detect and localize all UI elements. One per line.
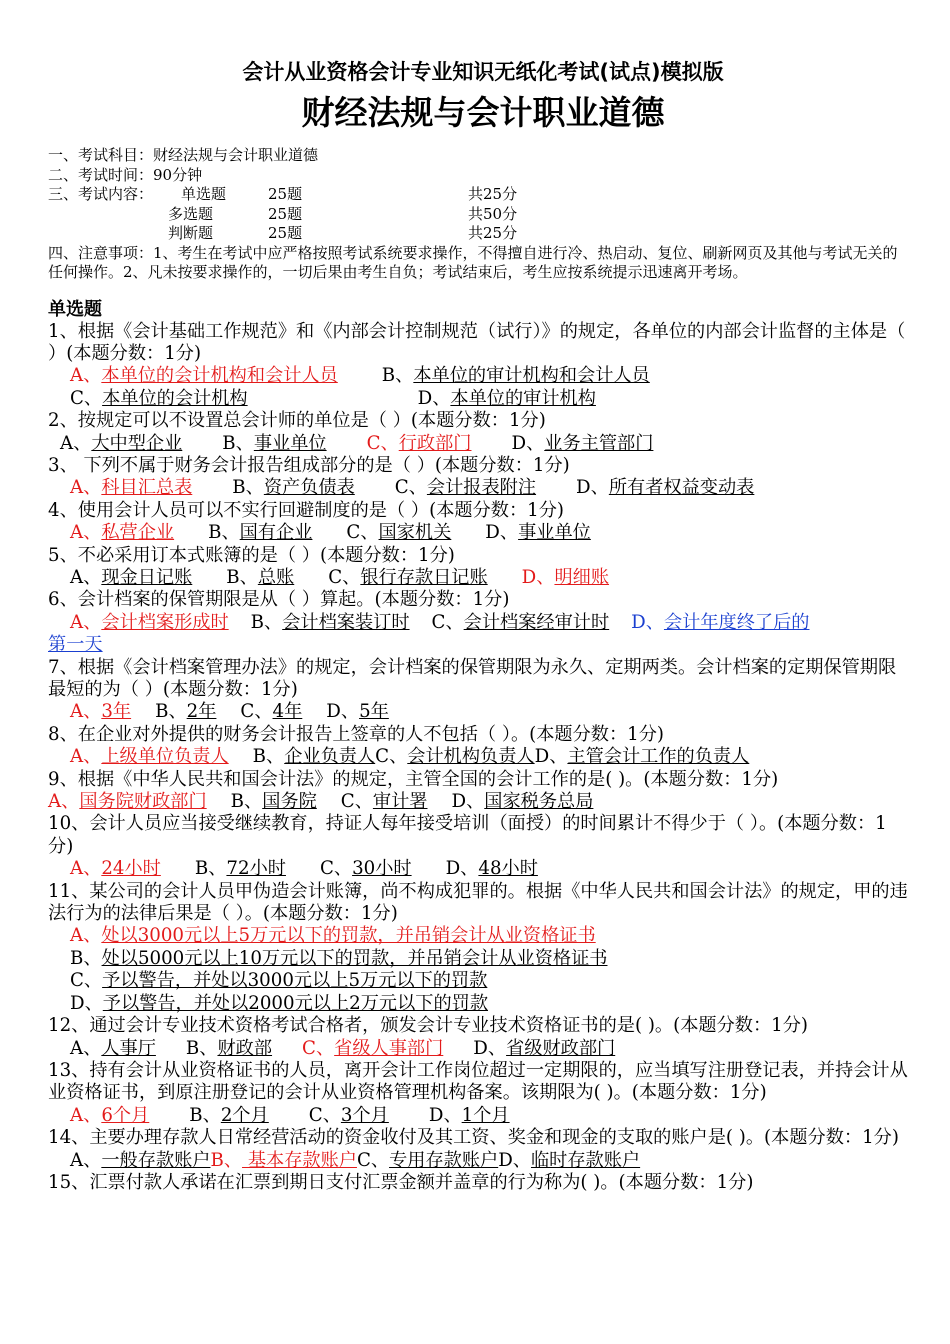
option-row	[48, 365, 908, 387]
answer-option[interactable]	[522, 567, 609, 588]
question-item	[48, 1127, 908, 1172]
option-row	[48, 948, 908, 970]
answer-option[interactable]	[70, 1150, 210, 1171]
option-letter: C、	[240, 701, 273, 723]
option-row	[48, 522, 908, 544]
option-letter: D、	[511, 432, 545, 454]
option-text: 一般存款账户	[101, 1149, 211, 1171]
question-stem: 1、根据《会计基础工作规范》和《内部会计控制规范（试行）》的规定，各单位的内部会计监督的主体是（ ）(本题分数：1分)	[48, 320, 906, 364]
option-text: 72小时	[226, 858, 286, 880]
option-letter: C、	[366, 432, 399, 454]
question-count: 25题	[268, 204, 303, 223]
answer-option[interactable]	[70, 388, 248, 409]
question-item	[48, 1060, 908, 1127]
option-row	[48, 925, 908, 947]
answer-option[interactable]	[155, 701, 216, 722]
option-text: 予以警告，并处以3000元以上5万元以下的罚款	[102, 970, 488, 992]
option-text: 国有企业	[239, 522, 313, 544]
answer-option[interactable]	[511, 433, 653, 454]
question-score: 共25分	[468, 185, 518, 203]
option-letter: C、	[70, 387, 103, 409]
option-letter: A、	[60, 432, 92, 454]
answer-option[interactable]	[326, 701, 389, 722]
option-letter: D、	[473, 1037, 507, 1059]
answer-option[interactable]	[208, 522, 312, 543]
option-letter: B、	[189, 1104, 221, 1126]
option-letter: D、	[631, 611, 664, 633]
option-text: 大中型企业	[91, 432, 183, 454]
question-type: 判断题	[168, 224, 214, 242]
question-item	[48, 1172, 908, 1194]
option-text: 4年	[272, 701, 303, 723]
answer-option[interactable]	[498, 1150, 640, 1171]
option-text: 2个月	[220, 1104, 269, 1126]
option-text: 总账	[257, 566, 295, 588]
option-text: 省级人事部门	[334, 1037, 444, 1059]
option-text: 会计档案装订时	[282, 611, 410, 633]
exam-time-line: 二、考试时间：90分钟	[48, 165, 203, 184]
option-letter: C、	[328, 566, 361, 588]
option-text: 银行存款日记账	[360, 566, 488, 588]
option-letter: B、	[194, 858, 227, 880]
exam-content-label: 三、考试内容：	[48, 185, 154, 203]
question-item	[48, 545, 908, 590]
option-letter: C、	[340, 791, 373, 813]
option-text: 6个月	[101, 1104, 150, 1126]
option-text: 事业单位	[253, 432, 327, 454]
answer-option[interactable]	[70, 970, 487, 991]
option-letter: B、	[230, 791, 263, 813]
question-item	[48, 321, 908, 411]
option-letter: D、	[485, 522, 519, 544]
exam-content-row	[48, 224, 908, 244]
question-item	[48, 589, 908, 656]
option-letter: D、	[445, 858, 479, 880]
option-letter: B、	[252, 746, 285, 768]
option-text: 业务主管部门	[544, 432, 654, 454]
answer-option[interactable]	[395, 477, 536, 498]
option-letter: A、	[70, 1104, 102, 1126]
option-letter: B、	[250, 611, 283, 633]
option-letter: C、	[346, 522, 379, 544]
option-text: 本单位的会计机构	[102, 387, 248, 409]
question-item	[48, 769, 908, 814]
option-letter: C、	[319, 858, 353, 880]
option-letter: A、	[70, 1037, 102, 1059]
option-text: 私营企业	[101, 522, 175, 544]
option-row	[48, 634, 908, 656]
answer-option[interactable]	[70, 567, 192, 588]
option-text: 处以5000元以上10万元以下的罚款，并吊销会计从业资格证书	[101, 947, 608, 969]
option-letter: B、	[185, 1037, 218, 1059]
answer-option[interactable]	[382, 365, 650, 386]
option-text: 明细账	[554, 566, 610, 588]
answer-option[interactable]	[309, 1105, 389, 1126]
option-letter: D、	[417, 387, 451, 409]
option-text: 现金日记账	[101, 566, 193, 588]
option-text: 予以警告，并处以2000元以上2万元以下的罚款	[102, 992, 489, 1014]
option-letter: A、	[70, 522, 102, 544]
answer-option[interactable]	[631, 612, 809, 633]
answer-option[interactable]	[328, 567, 487, 588]
option-row	[48, 567, 908, 589]
question-item	[48, 881, 908, 1015]
answer-option[interactable]	[222, 433, 326, 454]
answer-option[interactable]	[70, 925, 596, 946]
option-text: 国家机关	[378, 522, 452, 544]
question-item	[48, 455, 908, 500]
question-item	[48, 724, 908, 769]
option-row	[48, 858, 908, 880]
exam-content-row	[48, 185, 908, 205]
answer-option[interactable]	[429, 1105, 510, 1126]
option-text: 3年	[101, 701, 132, 723]
option-text: 5年	[359, 701, 389, 723]
question-stem: 10、会计人员应当接受继续教育，持证人每年接受培训（面授）的时间累计不得少于（ ）。(本题分数：1分)	[48, 813, 887, 857]
question-stem: 4、使用会计人员可以不实行回避制度的是（ ）(本题分数：1分)	[48, 499, 564, 521]
answer-option[interactable]	[195, 858, 286, 879]
answer-option[interactable]	[70, 858, 161, 879]
question-type: 单选题	[181, 185, 227, 203]
answer-option[interactable]	[576, 477, 754, 498]
option-text: 国务院财政部门	[79, 791, 207, 813]
document-page	[48, 58, 908, 1194]
answer-option[interactable]	[240, 701, 302, 722]
answer-option[interactable]	[535, 746, 750, 767]
option-text: 会计年度终了后的	[663, 611, 810, 633]
option-letter: D、	[326, 701, 360, 723]
question-stem: 6、会计档案的保管期限是从（ ）算起。(本题分数：1分)	[48, 589, 510, 611]
answer-option[interactable]	[70, 522, 174, 543]
option-letter: D、	[521, 566, 555, 588]
option-letter: B、	[226, 566, 258, 588]
option-row	[48, 612, 908, 634]
question-score: 共25分	[468, 224, 518, 242]
answer-option[interactable]	[473, 1038, 615, 1059]
option-text: 3个月	[340, 1104, 389, 1126]
answer-option[interactable]	[70, 1038, 156, 1059]
answer-option[interactable]	[485, 522, 591, 543]
option-text: 所有者权益变动表	[608, 477, 755, 499]
option-letter: C、	[70, 970, 103, 992]
exam-subject-line: 一、考试科目：财经法规与会计职业道德	[48, 146, 319, 164]
question-count: 25题	[268, 224, 303, 242]
option-row	[48, 1105, 908, 1127]
question-item	[48, 813, 908, 880]
option-letter: A、	[70, 925, 102, 947]
option-row	[48, 970, 908, 992]
answer-option[interactable]	[70, 948, 608, 969]
answer-option[interactable]	[70, 612, 229, 633]
answer-option[interactable]	[418, 388, 596, 409]
answer-option[interactable]	[302, 1038, 443, 1059]
option-text: 处以3000元以上5万元以下的罚款，并吊销会计从业资格证书	[101, 925, 596, 947]
option-text: 科目汇总表	[101, 477, 193, 499]
option-text: 基本存款账户	[242, 1149, 357, 1171]
answer-option[interactable]	[70, 1105, 149, 1126]
question-stem: 7、根据《会计档案管理办法》的规定，会计档案的保管期限为永久、定期两类。会计档案的定期保管期限最短的为（ ）(本题分数：1分)	[48, 656, 897, 700]
question-stem: 3、 下列不属于财务会计报告组成部分的是（ ）(本题分数：1分)	[48, 454, 570, 476]
option-text: 省级财政部门	[506, 1037, 616, 1059]
option-letter: A、	[70, 701, 102, 723]
option-letter: D、	[451, 791, 485, 813]
option-text: 24小时	[101, 858, 161, 880]
answer-option[interactable]	[70, 365, 338, 386]
answer-option[interactable]	[70, 701, 131, 722]
answer-option[interactable]	[226, 567, 294, 588]
option-row	[48, 1038, 908, 1060]
option-letter: C、	[394, 477, 427, 499]
option-letter: C、	[431, 611, 464, 633]
option-text: 会计档案形成时	[101, 611, 229, 633]
option-letter: B、	[210, 1149, 243, 1171]
question-item	[48, 657, 908, 724]
option-letter: A、	[70, 858, 102, 880]
option-letter: C、	[356, 1149, 390, 1171]
option-letter: D、	[498, 1149, 531, 1171]
option-row	[48, 701, 908, 723]
option-text: 人事厅	[101, 1037, 156, 1059]
exam-notes: 四、注意事项：1、考生在考试中应严格按照考试系统要求操作，不得擅自进行冷、热启动、复位、刷新网页及其他与考试无关的任何操作。2、凡未按要求操作的，一切后果由考生自负；考试结束后，考生应按系统提示迅速离开考场。	[48, 243, 898, 281]
exam-info	[48, 146, 908, 283]
option-text: 2年	[186, 701, 217, 723]
option-letter: B、	[155, 701, 187, 723]
option-text: 资产负债表	[263, 477, 355, 499]
exam-content-row	[48, 205, 908, 225]
option-text: 临时存款账户	[530, 1149, 641, 1171]
answer-option[interactable]	[367, 433, 472, 454]
question-stem: 15、汇票付款人承诺在汇票到期日支付汇票金额并盖章的行为称为( )。(本题分数：1分)	[48, 1171, 754, 1193]
exam-subject-title: 财经法规与会计职业道德	[301, 93, 665, 132]
option-text: 国家税务总局	[484, 791, 594, 813]
option-letter: B、	[208, 522, 240, 544]
question-stem: 5、不必采用订本式账簿的是（ ）(本题分数：1分)	[48, 544, 455, 566]
answer-option[interactable]	[231, 791, 317, 812]
answer-option[interactable]	[432, 612, 610, 633]
question-list	[48, 321, 908, 1195]
option-row	[48, 993, 908, 1015]
question-stem: 13、持有会计从业资格证书的人员，离开会计工作岗位超过一定期限的，应当填写注册登记表，并持会计从业资格证书，到原注册登记的会计从业资格管理机构备案。该期限为( )。(本题分数：1分)	[48, 1059, 908, 1104]
answer-option[interactable]	[253, 746, 376, 767]
question-item	[48, 410, 908, 455]
question-stem: 11、某公司的会计人员甲伪造会计账簿，尚不构成犯罪的。根据《中华人民共和国会计法》的规定，甲的违法行为的法律后果是（ ）。(本题分数：1分)	[48, 880, 908, 925]
option-row	[48, 433, 908, 455]
option-text: 主管会计工作的负责人	[567, 746, 750, 768]
option-letter: D、	[534, 746, 568, 768]
option-text: 1个月	[461, 1104, 510, 1126]
answer-option[interactable]	[210, 1150, 356, 1171]
answer-option[interactable]	[341, 791, 428, 812]
answer-option[interactable]	[70, 746, 229, 767]
question-type: 多选题	[168, 204, 214, 223]
option-row	[48, 791, 908, 813]
answer-option[interactable]	[446, 858, 538, 879]
option-text: 本单位的会计机构和会计人员	[101, 365, 338, 387]
option-letter: B、	[381, 365, 414, 387]
answer-option[interactable]	[70, 477, 192, 498]
question-item	[48, 500, 908, 545]
question-stem: 14、主要办理存款人日常经营活动的资金收付及其工资、奖金和现金的支取的账户是( )。(本题分数：1分)	[48, 1127, 899, 1149]
option-letter: A、	[70, 477, 102, 499]
question-count: 25题	[268, 185, 303, 203]
answer-option[interactable]	[320, 858, 412, 879]
question-stem: 12、通过会计专业技术资格考试合格者，颁发会计专业技术资格证书的是( )。(本题分数：1分)	[48, 1015, 809, 1037]
answer-option[interactable]	[48, 791, 207, 812]
option-letter: A、	[70, 611, 102, 633]
section-title: 单选题	[48, 298, 102, 320]
option-letter: A、	[70, 566, 102, 588]
option-text: 财政部	[217, 1037, 273, 1059]
answer-option[interactable]	[451, 791, 593, 812]
option-text: 会计档案经审计时	[463, 611, 610, 633]
option-text: 专用存款账户	[389, 1149, 499, 1171]
option-letter: D、	[576, 477, 609, 499]
option-text: 30小时	[352, 858, 412, 880]
option-text: 上级单位负责人	[101, 746, 229, 768]
answer-option[interactable]	[189, 1105, 269, 1126]
option-text: 国务院	[262, 791, 317, 813]
option-row	[48, 1150, 908, 1172]
answer-option[interactable]	[251, 612, 410, 633]
option-text: 企业负责人	[284, 746, 376, 768]
answer-option[interactable]	[186, 1038, 272, 1059]
question-score: 共50分	[468, 204, 518, 223]
option-letter: B、	[232, 477, 264, 499]
answer-option[interactable]	[60, 433, 182, 454]
option-text: 审计署	[372, 791, 428, 813]
question-stem: 2、按规定可以不设置总会计师的单位是（ ）(本题分数：1分)	[48, 410, 546, 432]
option-letter: C、	[302, 1037, 335, 1059]
option-text: 行政部门	[398, 432, 472, 454]
question-item	[48, 1015, 908, 1060]
answer-option[interactable]	[48, 634, 103, 655]
option-letter: D、	[428, 1104, 462, 1126]
option-row	[48, 388, 908, 410]
option-letter: A、	[70, 1149, 102, 1171]
option-text: 第一天	[48, 634, 103, 656]
option-letter: A、	[70, 365, 102, 387]
option-text: 本单位的审计机构	[450, 387, 596, 409]
answer-option[interactable]	[232, 477, 355, 498]
answer-option[interactable]	[346, 522, 451, 543]
option-letter: C、	[308, 1104, 341, 1126]
option-text: 本单位的审计机构和会计人员	[413, 365, 650, 387]
option-letter: B、	[70, 947, 102, 969]
option-letter: A、	[70, 746, 102, 768]
answer-option[interactable]	[375, 746, 534, 767]
answer-option[interactable]	[357, 1150, 498, 1171]
option-text: 会计报表附注	[426, 477, 537, 499]
option-row	[48, 746, 908, 768]
option-text: 事业单位	[518, 522, 591, 544]
option-letter: A、	[48, 791, 80, 813]
option-text: 48小时	[478, 858, 538, 880]
option-letter: B、	[222, 432, 254, 454]
option-row	[48, 477, 908, 499]
question-stem: 8、在企业对外提供的财务会计报告上签章的人不包括（ ）。(本题分数：1分)	[48, 723, 665, 745]
answer-option[interactable]	[70, 993, 488, 1014]
option-text: 会计机构负责人	[407, 746, 535, 768]
option-letter: D、	[70, 992, 103, 1014]
question-stem: 9、根据《中华人民共和国会计法》的规定，主管全国的会计工作的是( )。(本题分数：1分)	[48, 768, 779, 790]
option-letter: C、	[375, 746, 408, 768]
exam-header-title: 会计从业资格会计专业知识无纸化考试(试点)模拟版	[242, 60, 724, 84]
